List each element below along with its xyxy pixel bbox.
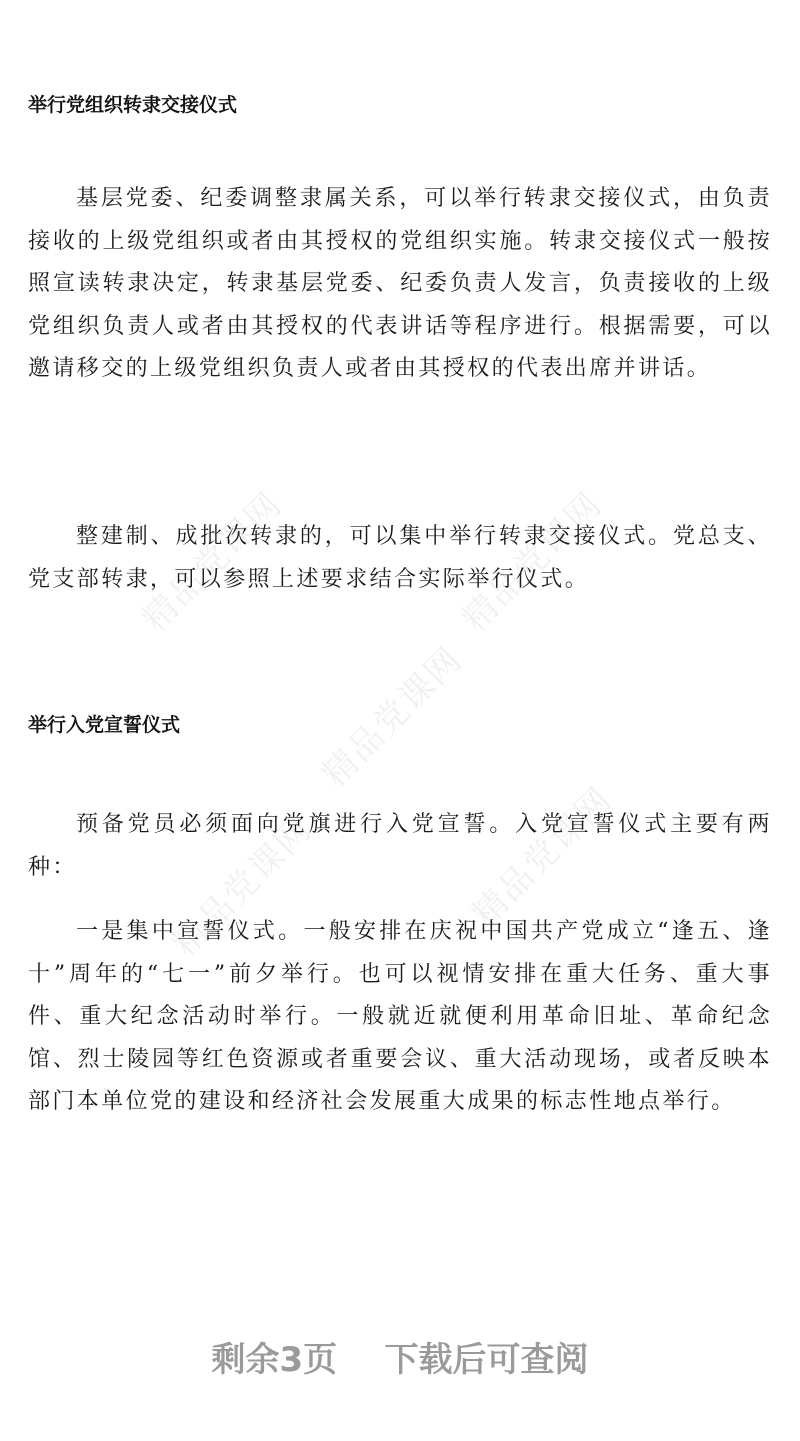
watermark: 精品党课网 (314, 639, 471, 795)
watermark: 精品党课网 (464, 779, 621, 935)
paragraph-oath-intro: 预备党员必须面向党旗进行入党宣誓。入党宣誓仪式主要有两种： (28, 812, 772, 880)
section-heading-oath-ceremony: 举行入党宣誓仪式 (28, 714, 181, 736)
watermark: 精品党课网 (134, 484, 291, 640)
paragraph-transfer-procedure: 基层党委、纪委调整隶属关系，可以举行转隶交接仪式，由负责接收的上级党组织或者由其授权的党组织实施。转隶交接仪式一般按照宣读转隶决定，转隶基层党委、纪委负责人发言，负责接收的上级党组织负责人或者由其授权的代表讲话等程序进行。根据需要，可以邀请移交的上级党组织负责人或者由其授权的代表出席并讲话。 (28, 186, 772, 381)
paragraph-collective-oath: 一是集中宣誓仪式。一般安排在庆祝中国共产党成立“逢五、逢十”周年的“七一”前夕举行。也可以视情安排在重大任务、重大事件、重大纪念活动时举行。一般就近就便利用革命旧址、革命纪念馆、烈士陵园等红色资源或者重要会议、重大活动现场，或者反映本部门本单位党的建设和经济社会发展重大成果的标志性地点举行。 (28, 919, 772, 1114)
remaining-pages-notice[interactable]: 剩余3页 下载后可查阅 (211, 1340, 589, 1380)
paragraph-batch-transfer: 整建制、成批次转隶的，可以集中举行转隶交接仪式。党总支、党支部转隶，可以参照上述要求结合实际举行仪式。 (28, 524, 772, 592)
watermark: 精品党课网 (164, 809, 321, 965)
section-heading-transfer-ceremony: 举行党组织转隶交接仪式 (28, 94, 238, 116)
watermark: 精品党课网 (454, 484, 611, 640)
